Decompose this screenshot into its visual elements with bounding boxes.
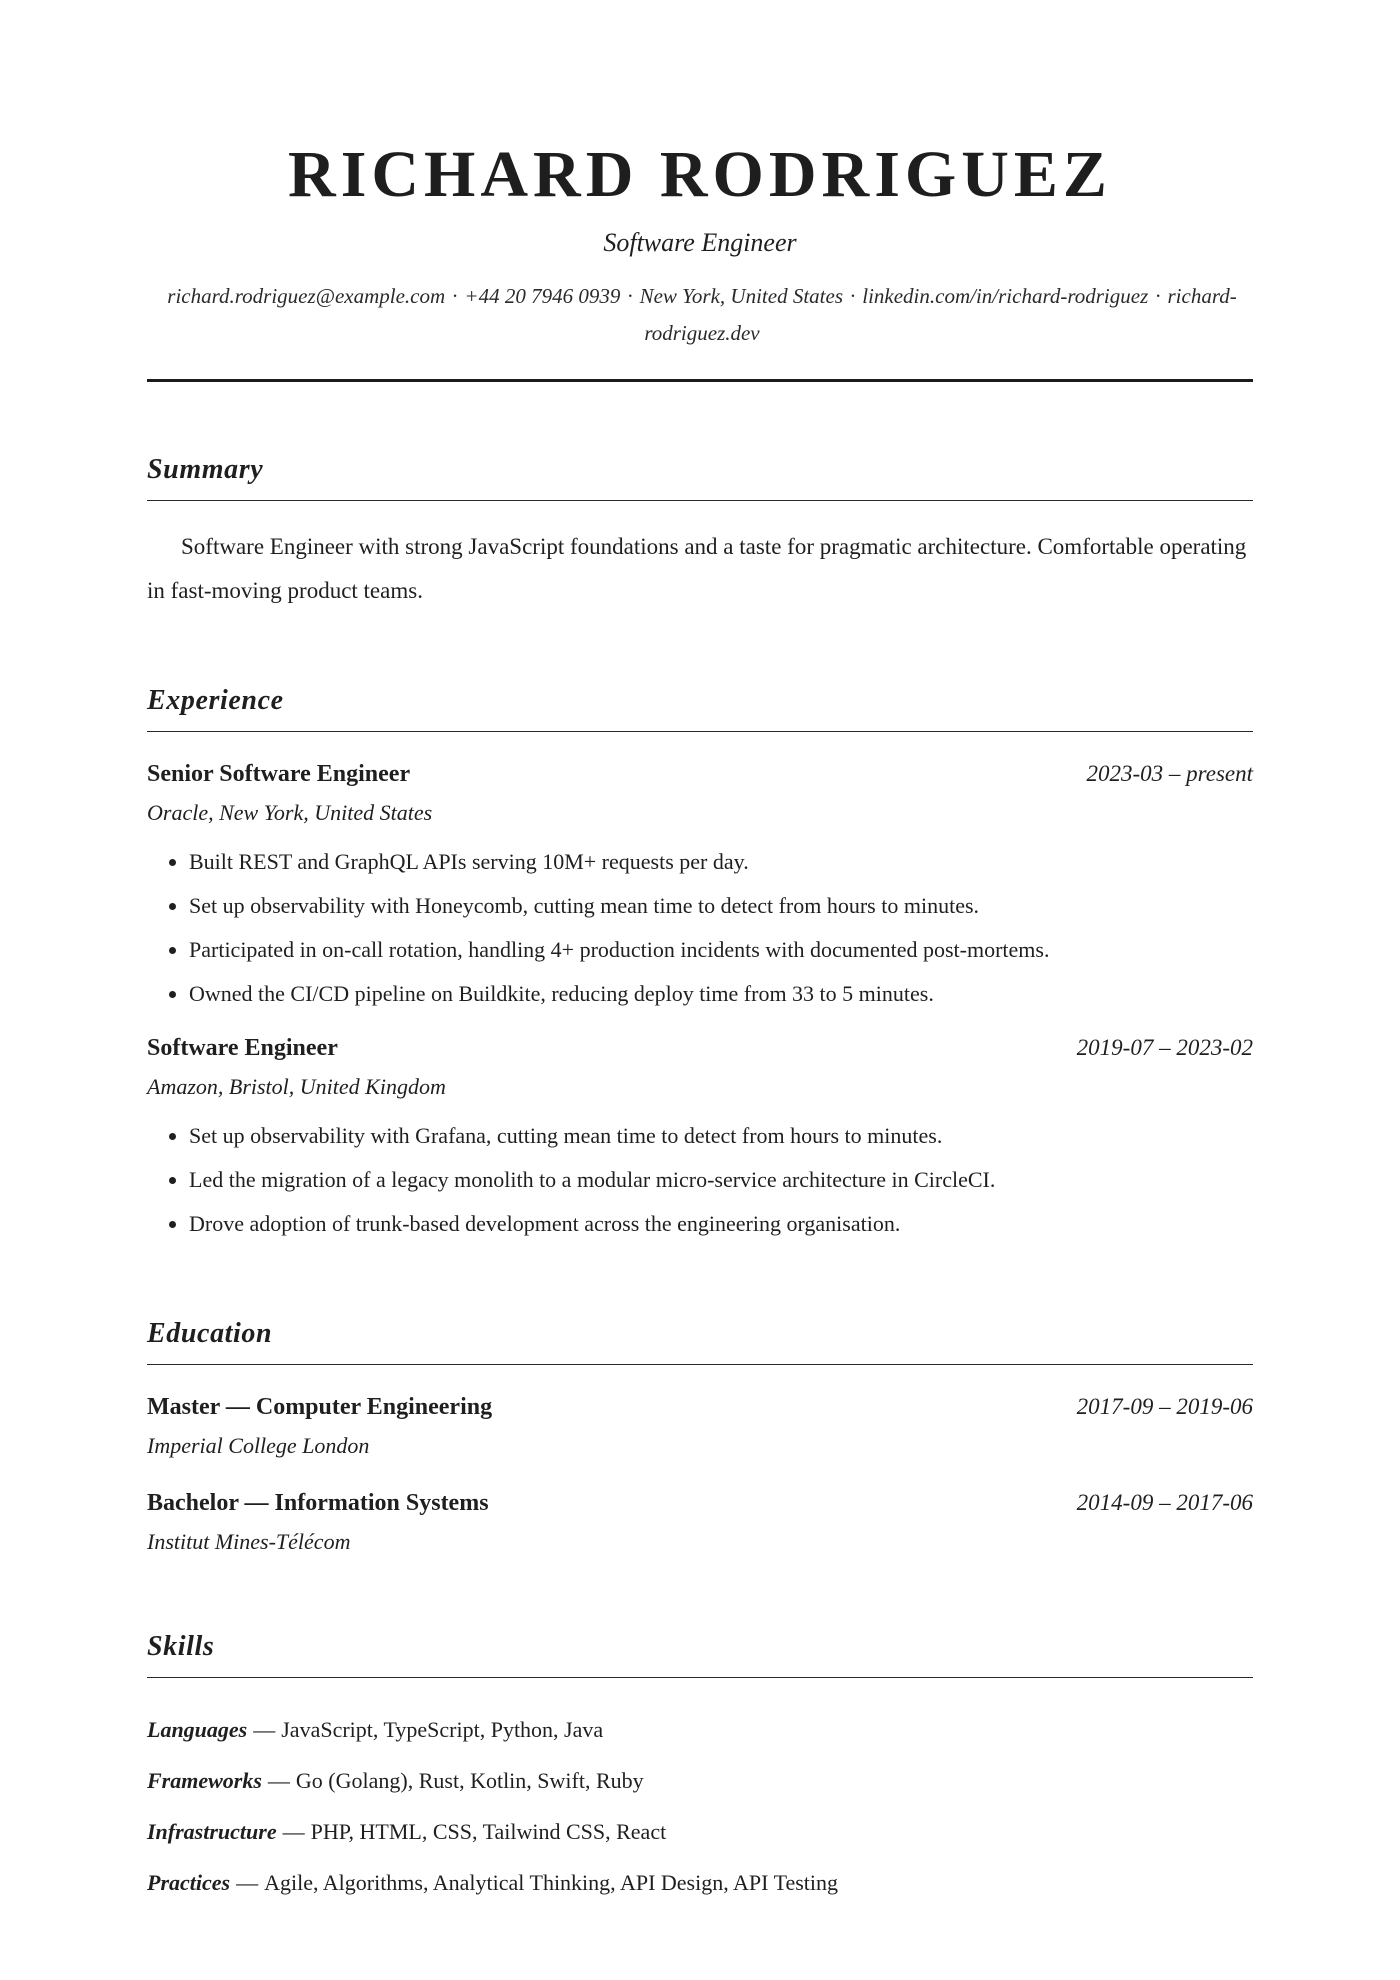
education-entry (147, 1485, 1253, 1559)
contact-separator: · (850, 284, 856, 308)
skill-separator: — (282, 1819, 305, 1844)
job-bullet: • Led the migration of a legacy monolith to a modular micro-service architecture in CircleCI. (189, 1158, 1253, 1202)
school-name: Imperial College London (147, 1433, 370, 1458)
skills-list (147, 1704, 1253, 1908)
job-bullet: • Built REST and GraphQL APIs serving 10M+ requests per day. (189, 840, 1253, 884)
job-bullet: • Drove adoption of trunk-based development across the engineering organisation. (189, 1202, 1253, 1246)
job-bullet: • Owned the CI/CD pipeline on Buildkite, reducing deploy time from 33 to 5 minutes. (189, 972, 1253, 1016)
candidate-name: RICHARD RODRIGUEZ (288, 138, 1112, 211)
summary-section (147, 452, 1253, 613)
contact-phone[interactable]: +44 20 7946 0939 (464, 284, 621, 308)
experience-entry (147, 756, 1253, 1016)
education-dates: 2017-09 – 2019-06 (1076, 1394, 1253, 1419)
contact-linkedin[interactable]: linkedin.com/in/richard-rodriguez (862, 284, 1149, 308)
skill-category: Languages (147, 1717, 248, 1742)
skill-row (147, 1755, 1253, 1806)
candidate-title: Software Engineer (603, 228, 797, 257)
education-entry-header (147, 1389, 1253, 1425)
section-heading-summary: Summary (147, 454, 264, 485)
skill-items: Agile, Algorithms, Analytical Thinking, API Design, API Testing (264, 1870, 839, 1895)
contact-location: New York, United States (639, 284, 843, 308)
job-title: Senior Software Engineer (147, 761, 411, 787)
degree-title: Master — Computer Engineering (147, 1394, 493, 1420)
section-divider (147, 500, 1253, 501)
skill-items: JavaScript, TypeScript, Python, Java (281, 1717, 604, 1742)
skills-section (147, 1629, 1253, 1908)
skill-separator: — (253, 1717, 276, 1742)
section-divider (147, 1364, 1253, 1365)
job-dates: 2023-03 – present (1086, 761, 1253, 786)
experience-section (147, 683, 1253, 1246)
contact-separator: · (627, 284, 633, 308)
section-heading-experience: Experience (147, 685, 284, 716)
section-divider (147, 731, 1253, 732)
education-section (147, 1316, 1253, 1559)
job-bullet: • Participated in on-call rotation, handling 4+ production incidents with documented post-mortems. (189, 928, 1253, 972)
job-bullet: • Set up observability with Honeycomb, cutting mean time to detect from hours to minutes. (189, 884, 1253, 928)
job-bullet-list (147, 840, 1253, 1016)
resume-header (147, 0, 1253, 382)
contact-line (147, 278, 1257, 352)
section-heading-education: Education (147, 1318, 273, 1349)
degree-title: Bachelor — Information Systems (147, 1490, 489, 1516)
job-bullet: • Set up observability with Grafana, cutting mean time to detect from hours to minutes. (189, 1114, 1253, 1158)
skill-separator: — (267, 1768, 290, 1793)
skill-category: Practices (147, 1870, 231, 1895)
skill-category: Frameworks (147, 1768, 262, 1793)
education-dates: 2014-09 – 2017-06 (1076, 1490, 1253, 1515)
section-heading-skills: Skills (147, 1631, 215, 1662)
skill-row (147, 1806, 1253, 1857)
contact-email[interactable]: richard.rodriguez@example.com (167, 284, 446, 308)
skill-category: Infrastructure (147, 1819, 277, 1844)
skill-row (147, 1704, 1253, 1755)
contact-separator: · (1155, 284, 1161, 308)
header-divider (147, 379, 1253, 382)
skill-row (147, 1857, 1253, 1908)
job-bullet-list (147, 1114, 1253, 1246)
summary-text: Software Engineer with strong JavaScript foundations and a taste for pragmatic architecture. Comfortable operating in fast-moving product teams. (147, 534, 1247, 603)
job-organization: Oracle, New York, United States (147, 800, 433, 825)
job-organization: Amazon, Bristol, United Kingdom (147, 1074, 446, 1099)
job-dates: 2019-07 – 2023-02 (1076, 1035, 1253, 1060)
experience-entry (147, 1030, 1253, 1246)
contact-website[interactable]: richard-rodriguez.dev (644, 284, 1237, 345)
education-entry (147, 1389, 1253, 1463)
skill-items: Go (Golang), Rust, Kotlin, Swift, Ruby (295, 1768, 644, 1793)
skill-items: PHP, HTML, CSS, Tailwind CSS, React (310, 1819, 667, 1844)
school-name: Institut Mines-Télécom (147, 1529, 351, 1554)
experience-entry-header (147, 1030, 1253, 1066)
experience-entry-header (147, 756, 1253, 792)
contact-separator: · (452, 284, 458, 308)
education-entry-header (147, 1485, 1253, 1521)
section-divider (147, 1677, 1253, 1678)
job-title: Software Engineer (147, 1035, 338, 1061)
skill-separator: — (236, 1870, 259, 1895)
